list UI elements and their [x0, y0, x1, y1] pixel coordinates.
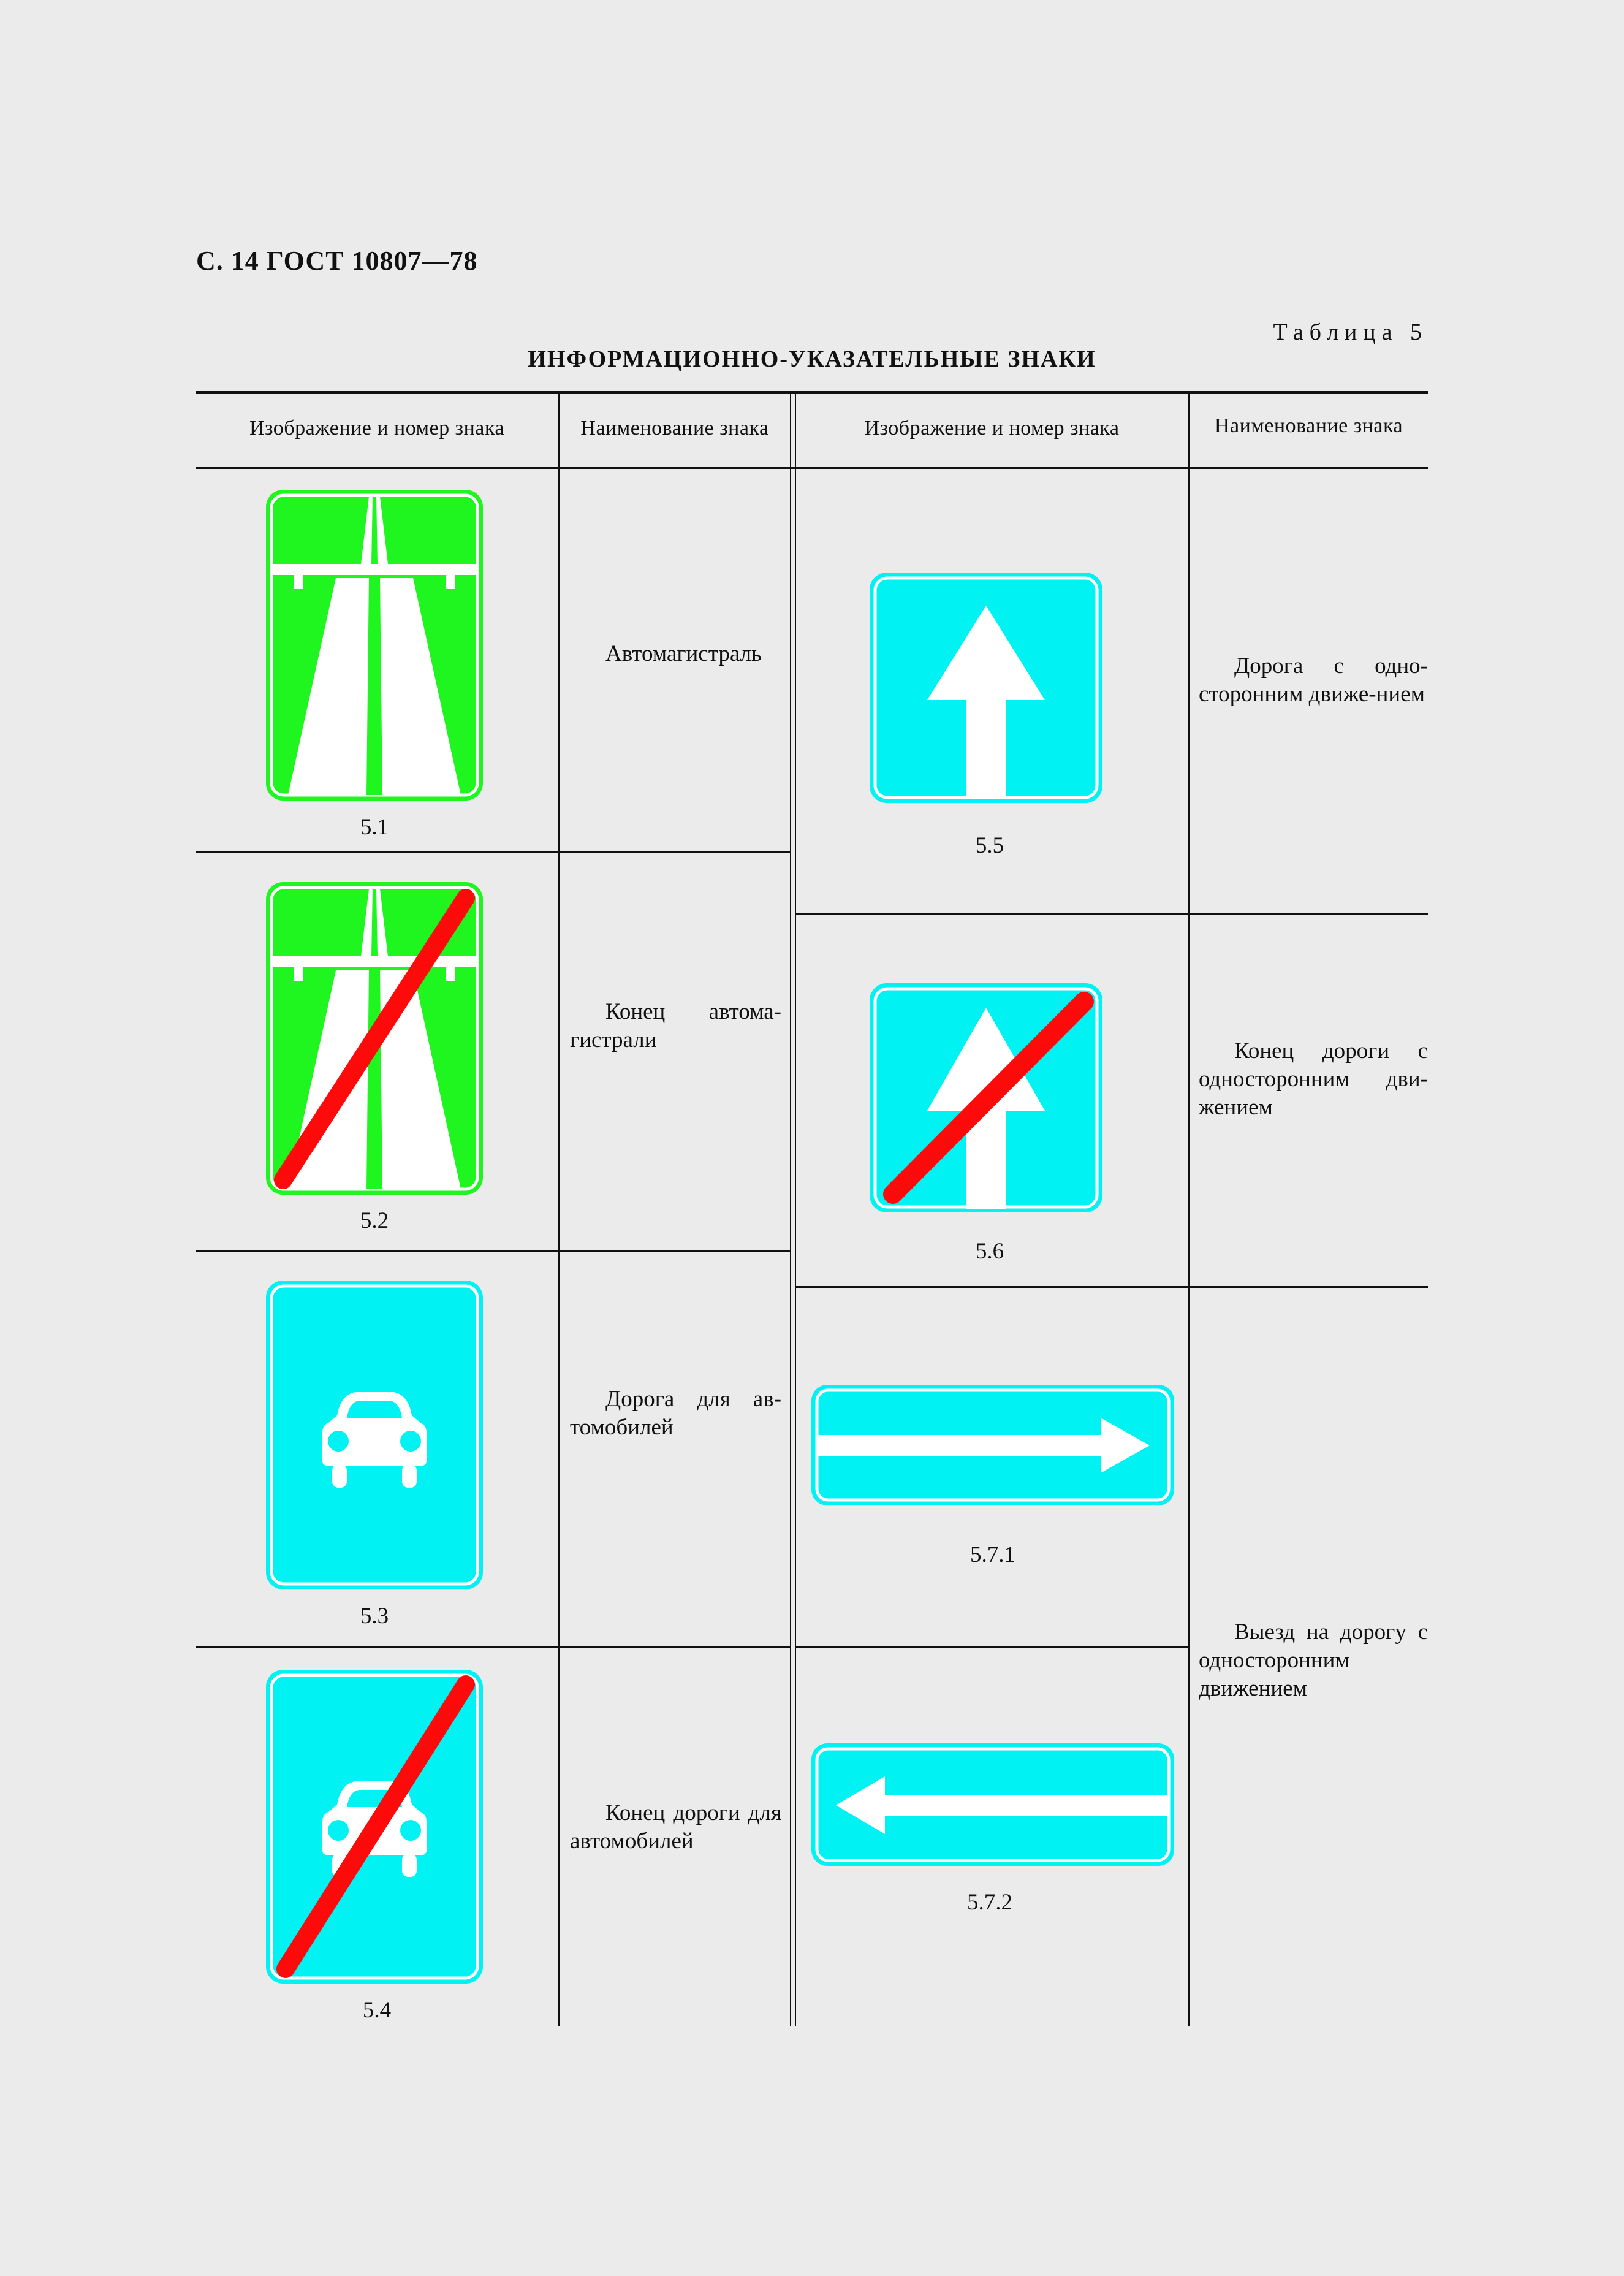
row-separator [796, 1286, 1428, 1288]
table-title: ИНФОРМАЦИОННО-УКАЗАТЕЛЬНЫЕ ЗНАКИ [528, 346, 1096, 372]
col-header-left-name: Наименование знака [580, 417, 769, 440]
row-separator [196, 851, 791, 853]
col-header-left-image: Изображение и номер знака [249, 417, 504, 440]
sign-name: Выезд на дорогу с односторонним движением [1199, 1619, 1428, 1701]
sign-number: 5.5 [975, 833, 1004, 858]
one-way-exit-left-sign-icon [809, 1741, 1177, 1868]
col-divider-1 [558, 392, 560, 2026]
sign-name: Конец автома-гистрали [570, 999, 781, 1052]
sign-number: 5.7.2 [967, 1890, 1012, 1915]
end-of-motorway-sign-icon [264, 880, 485, 1197]
col-header-right-image: Изображение и номер знака [864, 417, 1120, 440]
sign-number: 5.7.1 [970, 1542, 1015, 1567]
sign-name: Конец дороги для автомобилей [570, 1800, 781, 1854]
row-separator [796, 1646, 1188, 1648]
table-top-rule [196, 391, 1428, 394]
one-way-road-sign-icon [867, 570, 1105, 805]
header-bottom-rule [196, 467, 1428, 469]
sign-number: 5.2 [360, 1208, 389, 1233]
end-of-one-way-road-sign-icon [867, 981, 1105, 1215]
sign-number: 5.4 [362, 1998, 392, 2023]
table-number: Таблица 5 [1273, 319, 1428, 345]
sign-number: 5.3 [360, 1604, 389, 1629]
row-separator [796, 913, 1428, 915]
sign-number: 5.1 [360, 815, 389, 840]
sign-name: Автомагистраль [605, 641, 762, 666]
row-separator [196, 1646, 791, 1648]
col-divider-double-a [790, 392, 791, 2026]
sign-name: Конец дороги с односторонним дви-жением [1199, 1038, 1428, 1120]
row-separator [196, 1250, 791, 1252]
one-way-exit-right-sign-icon [809, 1382, 1177, 1508]
col-divider-3 [1188, 392, 1190, 2026]
end-of-road-for-cars-sign-icon [264, 1667, 485, 1986]
road-for-cars-sign-icon [264, 1278, 485, 1592]
col-header-right-name: Наименование знака [1214, 414, 1403, 437]
motorway-sign-icon [264, 487, 485, 803]
sign-name: Дорога для ав-томобилей [570, 1387, 781, 1440]
sign-number: 5.6 [975, 1239, 1004, 1264]
col-divider-double-b [795, 392, 796, 2026]
page-header: С. 14 ГОСТ 10807—78 [196, 246, 478, 276]
sign-name: Дорога с одно-сторонним движе-нием [1199, 653, 1428, 707]
